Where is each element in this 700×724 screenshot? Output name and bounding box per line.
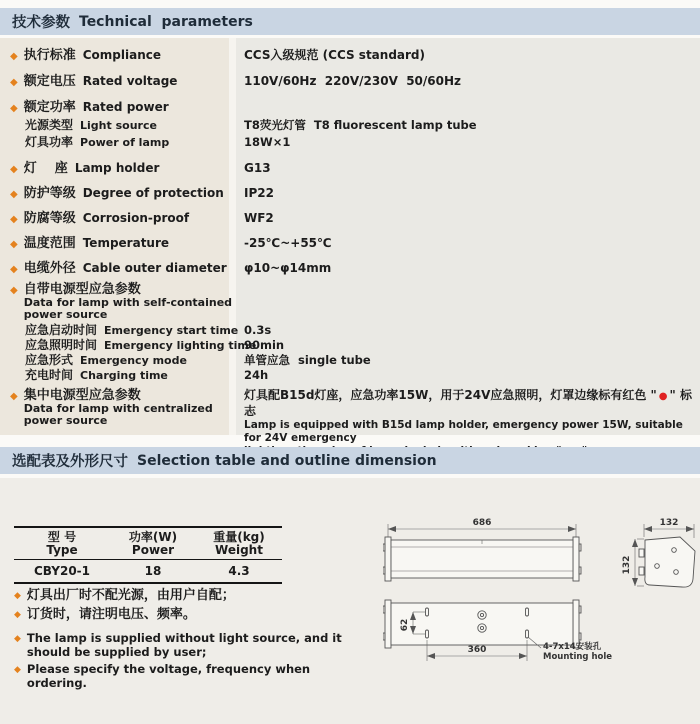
mounting-hole-label-zh: 4-7x14安装孔 xyxy=(543,642,602,652)
param-label-en: Cable outer diameter xyxy=(82,261,227,275)
diamond-bullet-icon: ◆ xyxy=(10,77,18,88)
tech-section-header xyxy=(0,8,700,35)
param-row-charging-time xyxy=(0,368,700,383)
param-label-en: Emergency mode xyxy=(80,354,187,367)
diamond-bullet-icon: ◆ xyxy=(10,164,18,175)
param-value: IP22 xyxy=(244,186,274,200)
param-value: T8荧光灯管 T8 fluorescent lamp tube xyxy=(244,118,477,132)
param-row-compliance xyxy=(0,47,700,64)
param-label-en: Emergency start time xyxy=(104,324,239,337)
param-label-en: Light source xyxy=(80,119,157,132)
diamond-bullet-icon: ◆ xyxy=(10,264,18,275)
param-label-zh: 应急形式 xyxy=(25,353,74,367)
param-label-zh: 光源类型 xyxy=(25,118,74,132)
cell-type: CBY20-1 xyxy=(33,564,90,578)
diamond-bullet-icon: ◆ xyxy=(14,665,21,675)
param-label-zh: 额定功率 xyxy=(23,100,76,115)
ordering-notes xyxy=(14,588,366,693)
note-item: ◆ 灯具出厂时不配光源，由用户自配； xyxy=(14,588,235,603)
column-header-weight: 重量(kg) Weight xyxy=(213,530,265,557)
end-cap-right xyxy=(573,537,579,581)
param-value: 110V/60Hz 220V/230V 50/60Hz xyxy=(244,74,462,88)
param-value: 24h xyxy=(244,368,269,382)
param-row-corrosion xyxy=(0,210,700,227)
param-label-en: Corrosion-proof xyxy=(82,211,190,225)
param-label-zh: 执行标准 xyxy=(23,48,76,63)
dim-height-label: 132 xyxy=(622,555,632,575)
param-value: WF2 xyxy=(244,211,274,225)
param-label-zh: 灯 座 xyxy=(23,161,68,176)
diamond-bullet-icon: ◆ xyxy=(14,591,21,601)
param-value: 90min xyxy=(244,338,285,352)
param-value: -25℃~+55℃ xyxy=(244,236,332,250)
selection-section-header xyxy=(0,447,700,474)
param-label-zh: 应急照明时间 xyxy=(25,338,98,352)
note-item: ◆ Please specify the voltage, frequency when ordering. xyxy=(14,662,311,690)
tech-parameters-list xyxy=(0,38,700,444)
front-view xyxy=(383,518,581,581)
group-label-en: Data for lamp with centralized xyxy=(23,402,213,415)
param-label-en: Rated voltage xyxy=(82,74,178,88)
cell-weight: 4.3 xyxy=(228,564,250,578)
note-item: ◆ The lamp is supplied without light source, and it should be supplied by user; xyxy=(14,631,342,659)
diamond-bullet-icon: ◆ xyxy=(14,634,21,644)
param-label-en: Rated power xyxy=(82,100,169,114)
param-value: CCS入级规范 (CCS standard) xyxy=(244,48,425,62)
param-label-zh: 灯具功率 xyxy=(25,135,74,149)
param-row-emergency-start xyxy=(0,323,700,338)
param-label-zh: 充电时间 xyxy=(25,368,74,382)
cell-power: 18 xyxy=(144,564,162,578)
param-row-emergency-mode xyxy=(0,353,700,368)
param-label-en: Emergency lighting time xyxy=(104,339,257,352)
param-row-cable-diameter xyxy=(0,260,700,277)
tech-header-en: Technical parameters xyxy=(79,13,253,30)
end-cap-right xyxy=(573,600,579,648)
param-label-zh: 额定电压 xyxy=(23,74,76,89)
selection-table-header-row xyxy=(14,527,282,560)
param-row-light-source xyxy=(0,118,700,133)
param-label-en: Degree of protection xyxy=(82,186,224,200)
diamond-bullet-icon: ◆ xyxy=(10,391,18,402)
param-label-zh: 防腐等级 xyxy=(23,211,76,226)
group-label-en: Data for lamp with self-contained xyxy=(23,296,233,309)
side-profile xyxy=(645,537,695,587)
param-label-zh: 防护等级 xyxy=(23,186,76,201)
param-value: 单管应急 single tube xyxy=(244,353,371,367)
param-row-rated-power xyxy=(0,99,700,116)
selection-header-zh: 选配表及外形尺寸 xyxy=(12,454,128,470)
selection-header-en: Selection table and outline dimension xyxy=(137,452,437,469)
param-value: φ10~φ14mm xyxy=(244,261,332,275)
param-row-voltage xyxy=(0,73,700,90)
end-cap-left xyxy=(385,537,391,581)
param-label-en: Charging time xyxy=(80,369,168,382)
param-row-lamp-holder xyxy=(0,160,700,177)
param-label-zh: 温度范围 xyxy=(23,236,76,251)
note-item: ◆ 订货时，请注明电压、频率。 xyxy=(14,607,196,622)
diamond-bullet-icon: ◆ xyxy=(10,239,18,250)
end-cap-left xyxy=(385,600,391,648)
column-header-type: 型 号 Type xyxy=(46,530,78,557)
dim-width-label: 132 xyxy=(659,518,679,528)
dim-mount-span-label: 360 xyxy=(467,645,487,655)
diamond-bullet-icon: ◆ xyxy=(10,189,18,200)
tech-header-zh: 技术参数 xyxy=(12,15,70,31)
red-dot-icon: ● xyxy=(658,391,668,402)
group-label-en: power source xyxy=(23,414,108,427)
centralized-value: 灯具配B15d灯座，应急功率15W，用于24V应急照明，灯罩边缘标有红色 " ● " 标志 Lamp is equipped with B15d lamp holder, emergency power 15W, suitable for 24V emergency xyxy=(236,388,700,458)
column-header-power: 功率(W) Power xyxy=(128,530,178,557)
param-label-zh: 电缆外径 xyxy=(23,261,76,276)
diamond-bullet-icon: ◆ xyxy=(10,214,18,225)
param-label-en: Compliance xyxy=(82,48,161,62)
group-label-zh: 自带电源型应急参数 xyxy=(23,282,141,297)
param-row-protection xyxy=(0,185,700,202)
bottom-view xyxy=(383,600,612,662)
outline-drawing xyxy=(383,493,700,708)
selection-table xyxy=(14,526,282,584)
param-row-lamp-power xyxy=(0,135,700,150)
param-value: 0.3s xyxy=(244,323,272,337)
group-label-zh: 集中电源型应急参数 xyxy=(23,388,141,403)
diamond-bullet-icon: ◆ xyxy=(14,610,21,620)
param-label-en: Lamp holder xyxy=(74,161,160,175)
param-label-en: Temperature xyxy=(82,236,170,250)
dim-length-label: 686 xyxy=(472,518,492,528)
param-value: 18W×1 xyxy=(244,135,291,149)
table-row xyxy=(14,560,282,584)
param-label-en: Power of lamp xyxy=(80,136,170,149)
mounting-hole-label-en: Mounting hole xyxy=(543,652,613,662)
diamond-bullet-icon: ◆ xyxy=(10,285,18,296)
param-label-zh: 应急启动时间 xyxy=(25,323,98,337)
group-self-contained xyxy=(0,282,700,321)
diamond-bullet-icon: ◆ xyxy=(10,103,18,114)
lamp-body xyxy=(391,540,573,578)
param-row-temperature xyxy=(0,235,700,252)
diamond-bullet-icon: ◆ xyxy=(10,51,18,62)
param-row-emergency-lighting xyxy=(0,338,700,353)
dim-hole-gap-label: 62 xyxy=(400,618,410,632)
group-label-en: power source xyxy=(23,308,108,321)
param-value: G13 xyxy=(244,161,271,175)
side-view xyxy=(622,518,695,587)
